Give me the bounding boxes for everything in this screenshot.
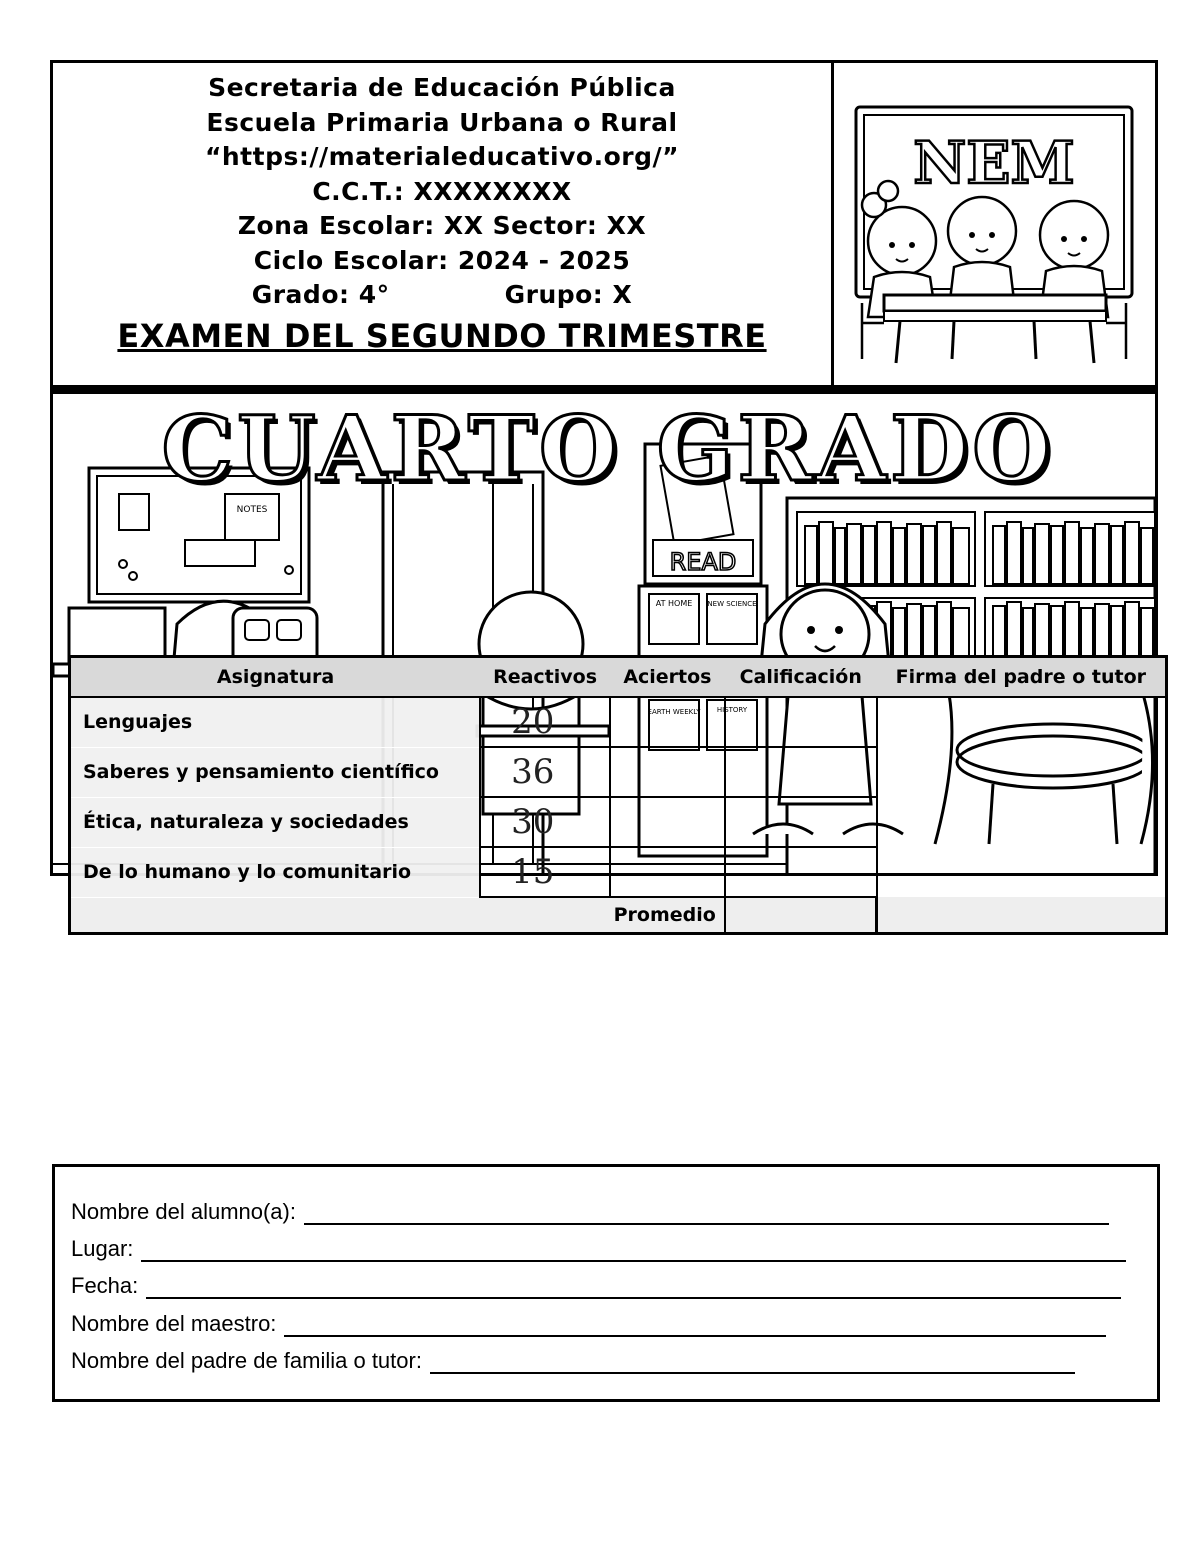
firma-bottom-cell[interactable]: [877, 897, 1167, 934]
aciertos-cell[interactable]: [610, 697, 725, 747]
nem-logo-illustration: [834, 63, 1155, 385]
lugar-label: Lugar:: [71, 1236, 134, 1261]
student-info-box: [52, 1164, 1160, 1402]
grado-grupo-line: [53, 278, 831, 313]
maestro-label: Nombre del maestro:: [71, 1311, 277, 1336]
nombre-alumno-label: Nombre del alumno(a):: [71, 1199, 296, 1224]
header-firma: Firma del padre o tutor: [877, 657, 1167, 698]
notes-label: NOTES: [236, 505, 268, 515]
reactivos-saberes: 36: [480, 747, 610, 797]
padre-row: [71, 1348, 1075, 1374]
exam-title: EXAMEN DEL SEGUNDO TRIMESTRE: [117, 316, 767, 355]
padre-field[interactable]: [430, 1350, 1075, 1374]
book-new-science: NEW SCIENCE: [707, 600, 757, 608]
promedio-label: Promedio: [70, 897, 725, 934]
maestro-field[interactable]: [284, 1313, 1106, 1337]
cct-line: C.C.T.: XXXXXXXX: [312, 176, 572, 206]
read-label: READ: [669, 548, 737, 576]
promedio-row: [70, 897, 1167, 934]
calificacion-cell[interactable]: [725, 847, 877, 897]
book-history: HISTORY: [716, 706, 748, 714]
header-asignatura: Asignatura: [70, 657, 481, 698]
ciclo-line: Ciclo Escolar: 2024 - 2025: [253, 245, 631, 275]
maestro-row: [71, 1311, 1106, 1337]
aciertos-cell[interactable]: [610, 847, 725, 897]
banner-title: CUARTO GRADO: [161, 396, 1055, 502]
table-row: [70, 697, 1167, 747]
lugar-row: [71, 1236, 1126, 1262]
nem-logo-text: NEM: [913, 129, 1075, 197]
fecha-row: [71, 1273, 1121, 1299]
subject-saberes: Saberes y pensamiento científico: [70, 747, 481, 797]
grades-table: [68, 655, 1168, 931]
book-earth-weekly: EARTH WEEKLY: [647, 708, 701, 716]
reactivos-lenguajes: 20: [480, 697, 610, 747]
grado-text: Grado: 4°: [251, 280, 390, 309]
firma-area[interactable]: [877, 697, 1167, 897]
escuela-line: Escuela Primaria Urbana o Rural: [206, 107, 678, 137]
website-line: “https://materialeducativo.org/”: [204, 142, 680, 171]
subject-humano: De lo humano y lo comunitario: [70, 847, 481, 897]
header-reactivos: Reactivos: [480, 657, 610, 698]
calificacion-cell[interactable]: [725, 697, 877, 747]
fecha-label: Fecha:: [71, 1273, 139, 1298]
fecha-field[interactable]: [146, 1275, 1121, 1299]
aciertos-cell[interactable]: [610, 797, 725, 847]
grades-header-row: [70, 657, 1167, 698]
school-info: [53, 63, 834, 385]
zona-line: Zona Escolar: XX Sector: XX: [237, 211, 647, 240]
header-calificacion: Calificación: [725, 657, 877, 698]
calificacion-cell[interactable]: [725, 797, 877, 847]
padre-label: Nombre del padre de familia o tutor:: [71, 1348, 422, 1373]
subject-lenguajes: Lenguajes: [70, 697, 481, 747]
subject-etica: Ética, naturaleza y sociedades: [70, 797, 481, 847]
reactivos-humano: 15: [480, 847, 610, 897]
header-box: [50, 60, 1158, 388]
nombre-alumno-row: [71, 1199, 1109, 1225]
promedio-cell[interactable]: [725, 897, 877, 934]
nombre-alumno-field[interactable]: [304, 1201, 1109, 1225]
reactivos-etica: 30: [480, 797, 610, 847]
header-aciertos: Aciertos: [610, 657, 725, 698]
lugar-field[interactable]: [141, 1238, 1126, 1262]
aciertos-cell[interactable]: [610, 747, 725, 797]
book-at-home: AT HOME: [655, 599, 693, 608]
grupo-text: Grupo: X: [504, 280, 633, 309]
calificacion-cell[interactable]: [725, 747, 877, 797]
secretaria-line: Secretaria de Educación Pública: [208, 73, 676, 102]
